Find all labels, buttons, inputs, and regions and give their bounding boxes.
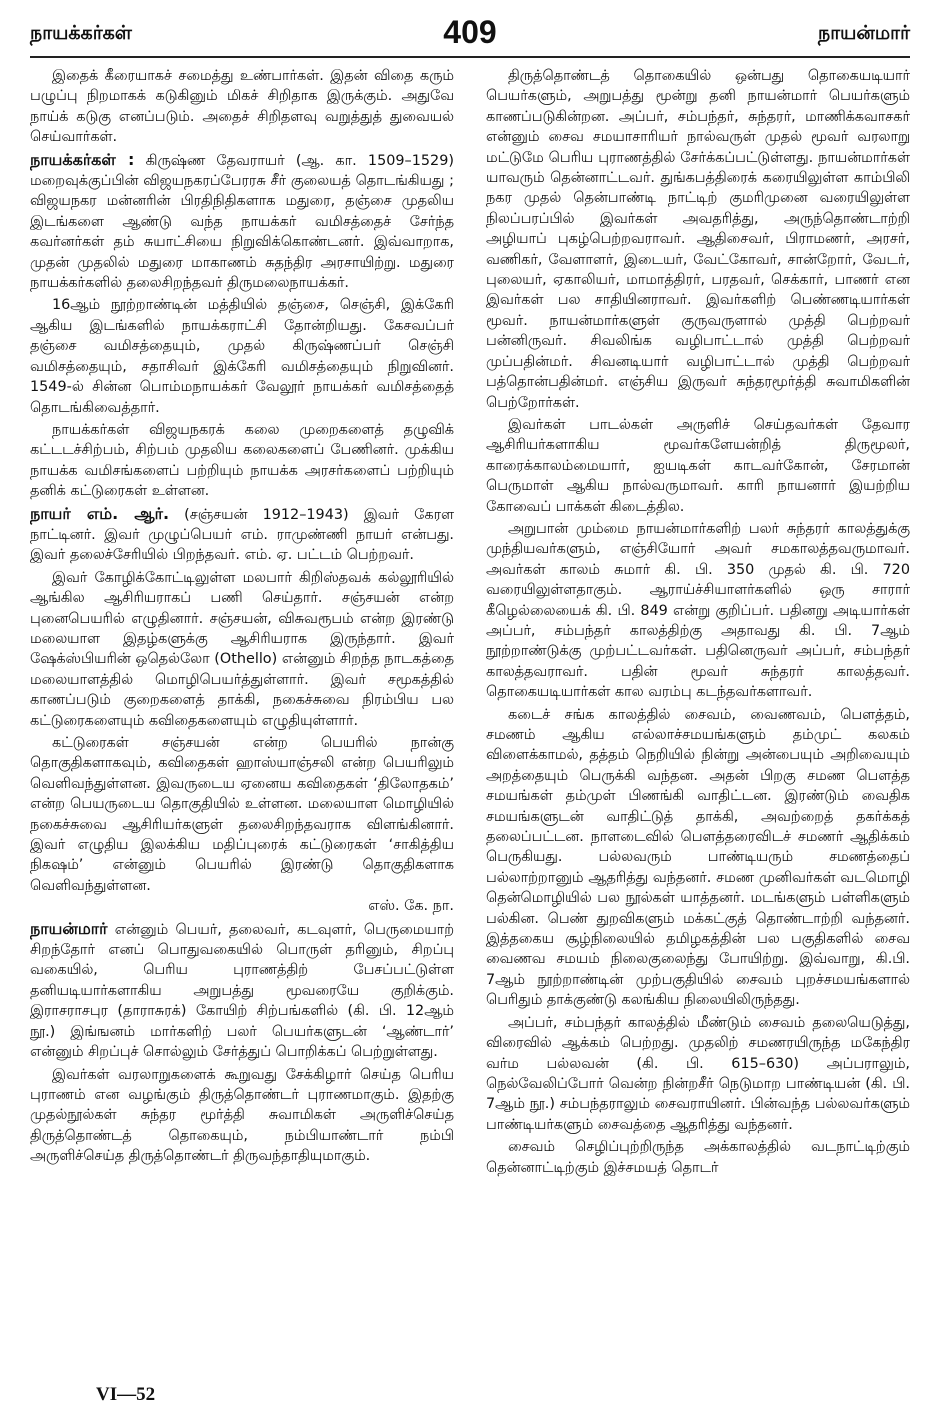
paragraph xyxy=(30,733,454,917)
paragraph-text: இவர் கோழிக்கோட்டிலுள்ள மலபார் கிறிஸ்தவக் கல்லூரியில் ஆங்கில ஆசிரியராகப் பணி செய்தார். சஞ்சயன் என்ற புனைபெயரில் எழுதினார். சஞ்சயன், விசுவரூபம் என்ற இரண்டு மலையாள இதழ்களுக்கு ஆசிரியராக இருந்தார். இவர் ஷேக்ஸ்பியரின் ஒதெல்லோ (Othello) என்னும் சிறந்த நாடகத்தை மலையாளத்தில் மொழிபெயர்த்துள்ளார். இவர் சமூகத்தில் காணப்படும் குறைகளைத் தாக்கி, நகைச்சுவை நிரம்பிய பல கட்டுரைகளையும் கவிதைகளையும் எழுதியுள்ளார். xyxy=(30,569,454,729)
paragraph-text: (சஞ்சயன் 1912–1943) இவர் கேரள நாட்டினர். இவர் முழுப்பெயர் எம். ராமுண்ணி நாயர் என்பது. இவர் தலைச்சேரியில் பிறந்தவர். எம். ஏ. பட்டம் பெற்றவர். xyxy=(30,506,454,564)
paragraph xyxy=(30,1065,454,1167)
paragraph-text: நாயக்கர்கள் விஜயநகரக் கலை முறைகளைத் தழுவிக் கட்டடச்சிற்பம், சிற்பம் முதலிய கலைகளைப் பேணினர். முக்கிய நாயக்க வமிசங்களைப் பற்றியும் நாயக்க அரசர்களைப் பற்றியும் தனிக் கட்டுரைகள் உள்ளன. xyxy=(30,421,454,500)
paragraph-text: கடைச் சங்க காலத்தில் சைவம், வைணவம், பௌத்தம், சமணம் ஆகிய எல்லாச்சமயங்களும் தம்முட் கலகம் விளைக்காமல், தத்தம் நெறியில் நின்று அன்பையும் அறிவையும் அறத்தையும் பெருக்கி வந்தன. அதன் பிறகு சமண பௌத்த சமயங்கள் தம்முள் பிணங்கி வாதிட்டன. இரண்டும் வைதிக சமயங்களுடன் வாதிட்டுத் தாக்கி, அவற்றைத் தகர்க்கத் தலைப்பட்டன. நாளடைவில் பௌத்தரைவிடச் சமணர் ஆதிக்கம் பெருகியது. பல்லவரும் பாண்டியரும் சமணத்தைப் பல்லாற்றானும் ஆதரித்து வந்தனர். சமண முனிவர்கள் வடமொழி தென்மொழியில் பல நூல்கள் யாத்தனர். மடங்களும் பள்ளிகளும் பல்கின. பெண் துறவிகளும் மக்கட்குத் தொண்டாற்றி வந்தனர். இத்தகைய சூழ்நிலையில் தமிழகத்தின் பல பகுதிகளில் சைவ வைணவ சமயம் நிலைகுலைந்து போயிற்று. இவ்வாறு, கி.பி. 7ஆம் நூற்றாண்டின் முற்பகுதியில் சைவம் புறச்சமயங்களால் பெரிதும் தாக்குண்டு கலங்கிய நிலையிலிருந்தது. xyxy=(486,706,910,1009)
paragraph-text: சைவம் செழிப்புற்றிருந்த அக்காலத்தில் வடநாட்டிற்கும் தென்னாட்டிற்கும் இச்சமயத் தொடர் xyxy=(486,1139,910,1176)
entry-heading: நாயர் எம். ஆர். xyxy=(30,503,170,523)
page-header xyxy=(30,14,910,58)
paragraph xyxy=(486,519,910,703)
paragraph xyxy=(30,66,454,148)
paragraph-text: கட்டுரைகள் சஞ்சயன் என்ற பெயரில் நான்கு தொகுதிகளாகவும், கவிதைகள் ஹாஸ்யாஞ்சலி என்ற பெயரிலும் வெளிவந்துள்ளன. இவருடைய ஏனைய கவிதைகள் ‘திலோதகம்’ என்ற பெயருடைய தொகுதியில் உள்ளன. மலையாள மொழியில் நகைச்சுவை ஆசிரியர்களுள் தலைசிறந்தவராக விளங்கினார். இவர் எழுதிய இலக்கிய மதிப்புரைக் கட்டுரைகள் ‘சாகித்திய நிகஷம்’ என்னும் பெயரில் இரண்டு தொகுதிகளாக வெளிவந்துள்ளன. xyxy=(30,735,454,894)
paragraph-text: அப்பர், சம்பந்தர் காலத்தில் மீண்டும் சைவம் தலையெடுத்து, விரைவில் ஆக்கம் பெற்றது. முதலிற் சமணரயிருந்த மகேந்திர வர்ம பல்லவன் (கி. பி. 615–630) அப்பராலும், நெல்வேலிப்போர் வென்ற நின்றசீர் நெடுமாற பாண்டியன் (கி. பி. 7ஆம் நூ.) சம்பந்தராலும் சைவராயினர். பின்வந்த பல்லவர்களும் பாண்டியர்களும் சைவத்தை ஆதரித்து வந்தனர். xyxy=(486,1014,910,1133)
paragraph-text: என்னும் பெயர், தலைவர், கடவுளர், பெருமையாற் சிறந்தோர் எனப் பொதுவகையில் பொருள் தரினும், சிறப்பு வகையில், பெரிய புராணத்திற் பேசப்பட்டுள்ள தனியடியார்களாகிய அறுபத்து மூவரையே குறிக்கும். இராசராசபுர (தாராசுரக்) கோயிற் சிற்பங்களில் (கி. பி. 12ஆம் நூ.) இங்ஙனம் மார்களிற் பலர் பெயர்களுடன் ‘ஆண்டார்’ என்னும் சிறப்புச் சொல்லும் சேர்த்துப் பொறிக்கப் பெற்றுள்ளது. xyxy=(30,921,454,1061)
paragraph-text: இதைக் கீரையாகச் சமைத்து உண்பார்கள். இதன் விதை கரும் பழுப்பு நிறமாகக் கடுகினும் மிகச் சிறிதாக இருக்கும். அதுவே நாய்க் கடுகு எனப்படும். அதைச் சிறிதளவு வறுத்துத் துவையல் செய்வார்கள். xyxy=(30,68,454,146)
paragraph xyxy=(30,295,454,417)
entry-nayanmar xyxy=(30,919,454,1063)
paragraph-text: அறுபான் மும்மை நாயன்மார்களிற் பலர் சுந்தரர் காலத்துக்கு முந்தியவர்களும், எஞ்சியோர் அவர் சமகாலத்தவருமாவர். அவர்கள் காலம் சுமார் கி. பி. 350 முதல் கி. பி. 720 வரையிலுள்ளதாகும். ஆராய்ச்சியாளர்களில் ஒரு சாரார் கீழெல்லையைக் கி. பி. 849 என்று குறிப்பர். பதினறு அடியார்கள் அப்பர், சம்பந்தர் காலத்திற்கு அதாவது கி. பி. 7ஆம் நூற்றாண்டுக்கு முற்பட்டவர்கள். பதினெருவர் அப்பர், சம்பந்தர் காலத்தவராவர். பதின் மூவர் சுந்தரர் காலத்தவர். தொகையடியார்கள் கால வரம்பு கடந்தவர்களாவர். xyxy=(486,520,910,701)
author-signature: எஸ். கே. நா. xyxy=(368,898,454,915)
paragraph-text: கிருஷ்ண தேவராயர் (ஆ. கா. 1509–1529) மறைவுக்குப்பின் விஜயநகரப்பேரரசு சீர் குலையத் தொடங்கியது ; விஜயநகர மன்னரின் பிரதிநிதிகளாக மதுரை, தஞ்சை முதலிய இடங்களை ஆண்டு வந்த நாயக்கர் வமிசத்தைச் சேர்ந்த கவர்னர்கள் தம் சுயாட்சியை நிறுவிக்கொண்டனர். இவ்வாறாக, முதன் முதலில் மதுரை மாகாணம் சுதந்திர அரசாயிற்று. மதுரை நாயக்கர்களில் தலைசிறந்தவர் திருமலைநாயக்கர். xyxy=(30,152,454,292)
paragraph xyxy=(486,1013,910,1135)
entry-nayakkargal xyxy=(30,150,454,294)
paragraph xyxy=(486,1137,910,1178)
volume-page-footer: VI—52 xyxy=(96,1384,156,1405)
entry-nayar-m-r xyxy=(30,504,454,566)
right-column xyxy=(486,66,910,1366)
paragraph xyxy=(30,568,454,731)
paragraph-text: 16ஆம் நூற்றாண்டின் மத்தியில் தஞ்சை, செஞ்சி, இக்கேரி ஆகிய இடங்களில் நாயக்கராட்சி தோன்றியது. கேசவப்பர் தஞ்சை வமிசத்தையும், முதல் கிருஷ்ணப்பர் செஞ்சி வமிசத்தையும், சதாசிவர் இக்கேரி வமிசத்தையும் நிறுவினர். 1549-ல் சின்ன பொம்மநாயக்கர் வேலூர் நாயக்கர் வமிசத்தைத் தொடங்கிவைத்தார். xyxy=(30,297,454,416)
paragraph xyxy=(30,420,454,502)
paragraph-text: இவர்கள் பாடல்கள் அருளிச் செய்தவர்கள் தேவார ஆசிரியர்களாகிய மூவர்களேயன்றித் திருமூலர், காரைக்காலம்மையார், ஐயடிகள் காடவர்கோன், சேரமான் பெருமாள் ஆகிய நால்வருமாவர். காரி நாயனார் இயற்றிய கோவைப் பாக்கள் கிடைத்தில. xyxy=(486,416,910,515)
paragraph xyxy=(486,415,910,517)
entry-heading: நாயக்கர்கள் : xyxy=(30,149,135,169)
left-column xyxy=(30,66,454,1366)
paragraph-text: இவர்கள் வரலாறுகளைக் கூறுவது சேக்கிழார் செய்த பெரிய புராணம் என வழங்கும் திருத்தொண்டர் புராணமாகும். இதற்கு முதல்நூல்கள் சுந்தர மூர்த்தி சுவாமிகள் அருளிச்செய்த திருத்தொண்டத் தொகையும், நம்பியாண்டார் நம்பி அருளிச்செய்த திருத்தொண்டர் திருவந்தாதியுமாகும். xyxy=(30,1066,454,1165)
entry-heading: நாயன்மார் xyxy=(30,918,108,938)
page-number: 409 xyxy=(443,14,497,50)
paragraph xyxy=(486,705,910,1011)
running-head-right: நாயன்மார் xyxy=(818,22,910,44)
running-head-left: நாயக்கர்கள் xyxy=(30,22,132,44)
paragraph-text: திருத்தொண்டத் தொகையில் ஒன்பது தொகையடியார் பெயர்களும், அறுபத்து மூன்று தனி நாயன்மார் பெயர்களும் காணப்படுகின்றன. அப்பர், சம்பந்தர், சுந்தரர், மாணிக்கவாசகர் என்னும் சைவ சமயாசாரியர் நால்வருள் முதல் மூவர் வரலாறு மட்டுமே பெரிய புராணத்தில் சேர்க்கப்பட்டுள்ளது. நாயன்மார்கள் யாவரும் தென்னாட்டவர். துங்கபத்திரைக் கரையிலுள்ள காம்பிலி நகர முதல் தென்பாண்டி நாட்டிற் குமரிமுனை வரையிலுள்ள நிலப்பரப்பில் இவர்கள் அவதரித்து, அருந்தொண்டாற்றி அழியாப் புகழ்பெற்றவராவர். ஆதிசைவர், பிராமணர், அரசர், வணிகர், வேளாளர், இடையர், வேட்கோவர், சான்றோர், வேடர், புலையர், ஏகாலியர், மாமாத்திரர், பரதவர், செக்கார், பாணர் என இவர்கள் பல சாதியினராவர். இவர்களிற் பெண்ணடியார்கள் மூவர். நாயன்மார்களுள் குருவருளால் முத்தி பெற்றவர் பன்னிருவர். சிவலிங்க வழிபாட்டால் முத்தி பெற்றவர் முப்பதின்மர். சிவனடியார் வழிபாட்டால் முத்தி பெற்றவர் பத்தொன்பதின்மர். எஞ்சிய இருவர் சுந்தரமூர்த்தி சுவாமிகளின் பெற்றோர்கள். xyxy=(486,68,910,411)
paragraph xyxy=(486,66,910,413)
